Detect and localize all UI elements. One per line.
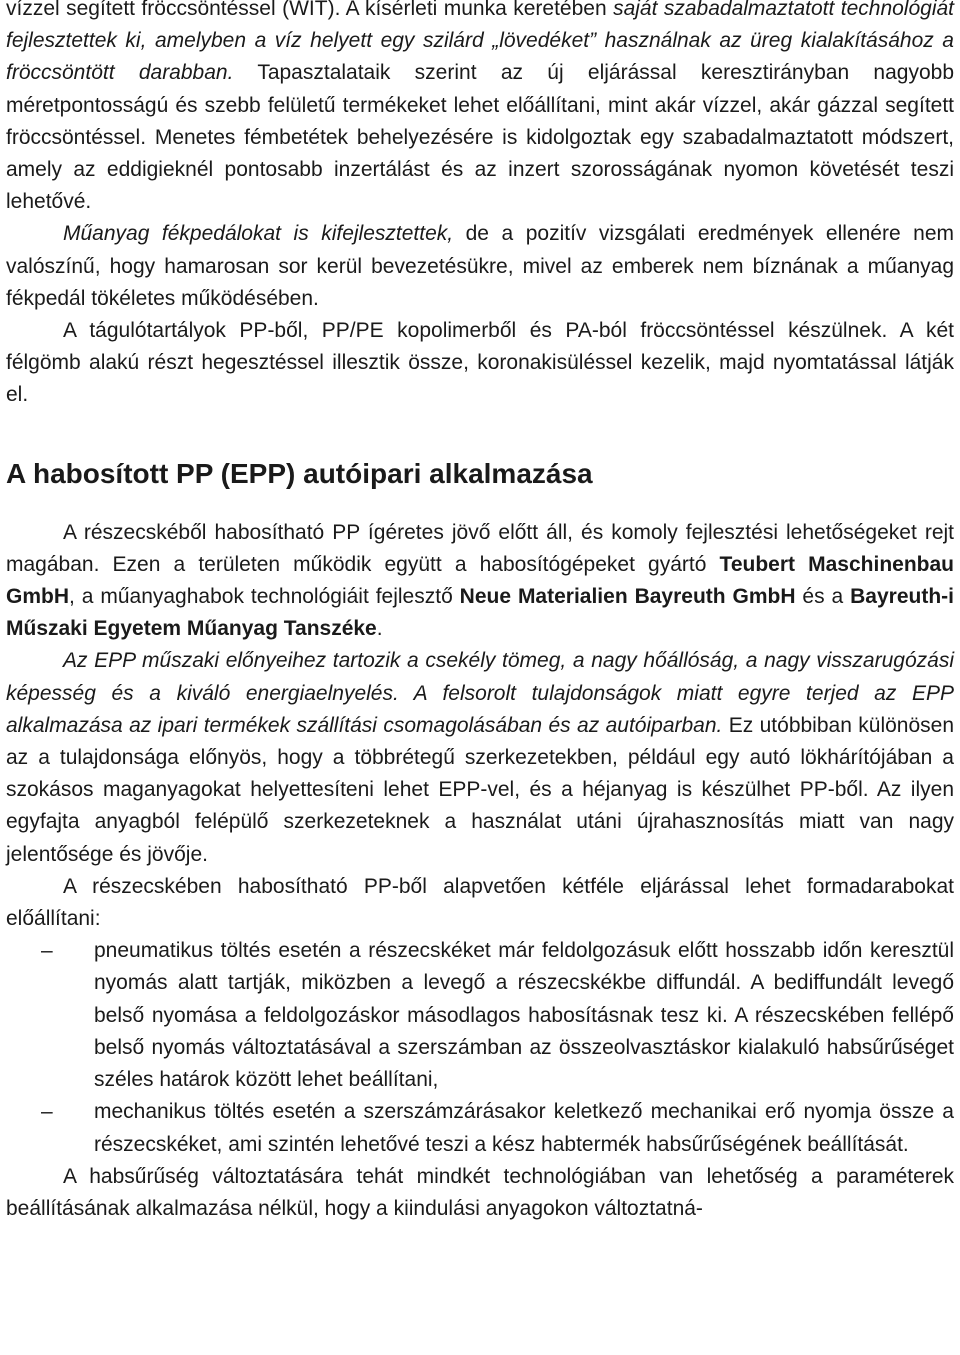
- paragraph-brake-pedal: [6, 218, 954, 315]
- list-dash: –: [41, 1100, 53, 1124]
- list-item: [6, 935, 954, 1096]
- brake-pedal-italic: Műanyag fékpedálokat is kifejlesztettek,: [63, 222, 454, 246]
- list-item-text: mechanikus töltés esetén a szerszámzárásakor keletkező mechanikai erő nyomja össze a részecskéket, ami szintén lehetővé teszi a kész habtermék habsűrűségének beállítását.: [94, 1100, 954, 1156]
- university-bayreuth: Bayreuth-i Műszaki Egyetem Műanyag Tanszéke: [6, 585, 954, 641]
- epp-text: Ez utóbbiban különösen az a tulajdonsága előnyös, hogy a többrétegű szerkezetekben, például egy autó lökhárítójában a szokásos maganyagokat helyettesíteni lehet EPP-vel, és a héjanyag is készülhet PP-ből. Az ilyen egyfajta anyagból felépülő szerkezeteknek a használat utáni újrahasznosítás miatt van nagy jelentősége és jövője.: [6, 713, 955, 866]
- future-text-3: és a: [795, 585, 851, 609]
- future-text-2: , a műanyaghabok technológiáit fejlesztő: [69, 585, 460, 609]
- company-teubert: Teubert Maschinenbau GmbH: [6, 552, 954, 609]
- section-heading: A habosított PP (EPP) autóipari alkalmazása: [6, 457, 593, 489]
- paragraph-epp-advantages: [6, 645, 954, 870]
- paragraph-methods-intro: A részecskében habosítható PP-ből alapvetően kétféle eljárással lehet formadarabokat előállítani:: [6, 874, 954, 931]
- future-text-1: A részecskéből habosítható PP ígéretes jövő előtt áll, és komoly fejlesztési lehetőségeket rejt magában. Ezen a területen működik együtt a habosítógépeket gyártó: [6, 520, 954, 576]
- list-item-text: pneumatikus töltés esetén a részecskéket már feldolgozásuk előtt hosszabb időn keresztül nyomás alatt tartják, miközben a levegő a részecskékbe diffundál. A bediffundált levegő belső nyomása a feldolgozáskor másodlagos habosításnak tesz ki. A részecskében fellépő belső nyomás változtatásával a szerszámban az összeolvasztáskor kialakuló habsűrűséget széles határok között lehet beállítani,: [94, 939, 954, 1092]
- brake-pedal-text: de a pozitív vizsgálati eredmények ellenére nem valószínű, hogy hamarosan sor kerül bevezetésükre, mivel az emberek nem bíznának a műanyag fékpedál tökéletes működésében.: [6, 222, 954, 310]
- paragraph-future: [6, 517, 954, 646]
- future-text-4: .: [376, 617, 383, 641]
- document-page: [6, 0, 954, 1225]
- paragraph-foam-density: A habsűrűség változtatására tehát mindkét technológiában van lehetőség a paraméterek beállításának alkalmazása nélkül, hogy a kiindulási anyagokon változtatná-: [6, 1164, 954, 1220]
- list-item: [6, 1096, 954, 1160]
- wit-text-end: Tapasztalataik szerint az új eljárással keresztirányban nagyobb méretpontosságú és szebb felületű termékeket lehet előállítani, mint akár vízzel, akár gázzal segített fröccsöntéssel. Menetes fémbetétek behelyezésére is kidolgoztak egy szabadalmaztatott módszert, amely az eddigieknél pontosabb inzertálást és az inzert szorosságának nyomon követését teszi lehetővé.: [6, 61, 955, 214]
- epp-italic: Az EPP műszaki előnyeihez tartozik a csekély tömeg, a nagy hőállóság, a nagy visszarugózási képesség és a kiváló energiaelnyelés. A felsorolt tulajdonságok miatt egyre terjed az EPP alkalmazása az ipari termékek szállítási csomagolásában és az autóiparban.: [6, 649, 954, 737]
- methods-list: [6, 935, 954, 1160]
- paragraph-wit: [6, 0, 954, 218]
- wit-text-start: vízzel segített fröccsöntéssel (WIT). A kísérleti munka keretében: [6, 0, 614, 20]
- list-dash: –: [41, 939, 53, 963]
- wit-italic-text: saját szabadalmaztatott technológiát fejlesztettek ki, amelyben a víz helyett egy szilárd „lövedéket” használnak az üreg kialakításához a fröccsöntött darabban.: [6, 0, 954, 85]
- paragraph-expansion-tank: A tágulótartályok PP-ből, PP/PE kopolimerből és PA-ból fröccsöntéssel készülnek. A két félgömb alakú részt hegesztéssel illesztik össze, koronakisüléssel kezelik, majd nyomtatással látják el.: [6, 319, 954, 407]
- company-neue-materialien: Neue Materialien Bayreuth GmbH: [459, 585, 796, 609]
